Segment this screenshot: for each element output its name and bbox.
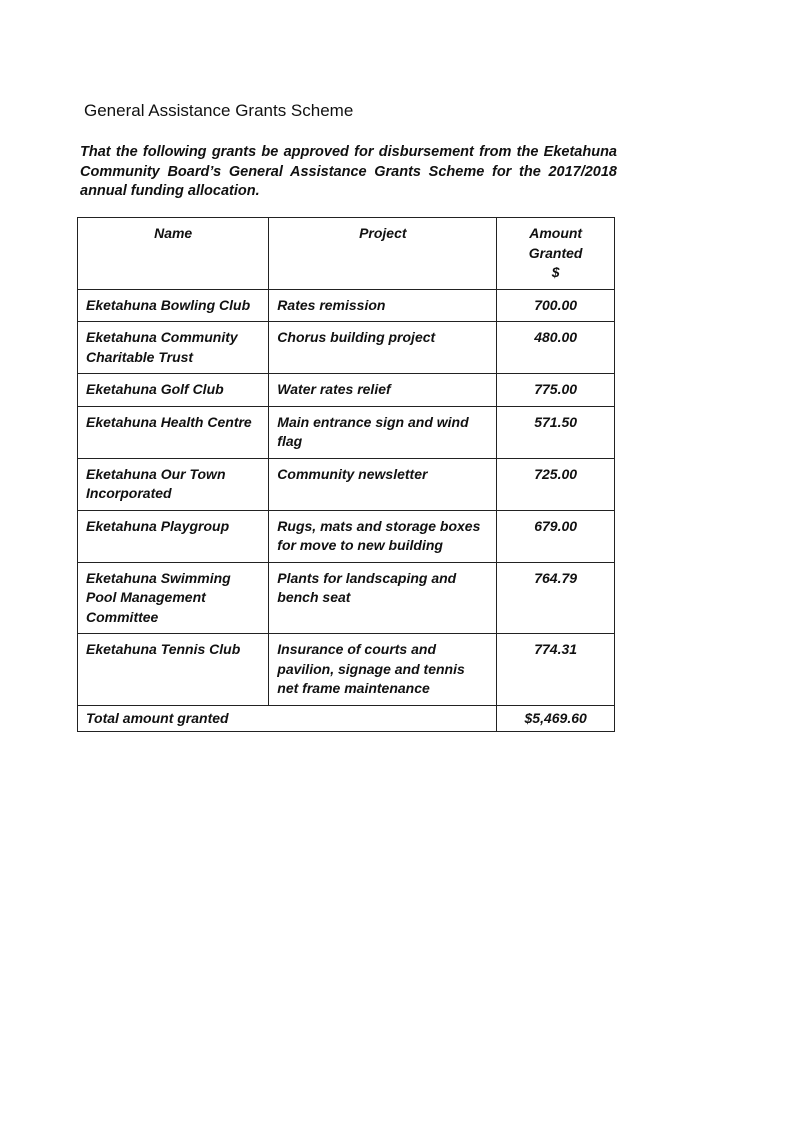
grant-name: Eketahuna Swimming Pool Management Committee — [78, 562, 269, 634]
grant-amount: 764.79 — [497, 562, 615, 634]
grant-project: Insurance of courts and pavilion, signage and tennis net frame maintenance — [269, 634, 497, 706]
amount-header-line-2: Granted — [528, 244, 583, 261]
grant-amount: 571.50 — [497, 406, 615, 458]
grant-name: Eketahuna Playgroup — [78, 510, 269, 562]
grant-amount: 700.00 — [497, 289, 615, 322]
total-label: Total amount granted — [78, 705, 497, 732]
grant-amount: 480.00 — [497, 322, 615, 374]
grants-table — [77, 217, 615, 732]
grant-amount: 775.00 — [497, 374, 615, 407]
resolution-text: That the following grants be approved for disbursement from the Eketahuna Community Board’s General Assistance Grants Scheme for the 2017/2018 annual funding allocation. — [80, 144, 617, 199]
page-title: General Assistance Grants Scheme — [84, 101, 354, 120]
table-row — [78, 289, 615, 322]
column-header-name: Name — [78, 218, 269, 290]
table-row — [78, 510, 615, 562]
grant-name: Eketahuna Community Charitable Trust — [78, 322, 269, 374]
grant-project: Community newsletter — [269, 458, 497, 510]
grant-name: Eketahuna Bowling Club — [78, 289, 269, 322]
table-row — [78, 374, 615, 407]
grant-amount: 774.31 — [497, 634, 615, 706]
grant-name: Eketahuna Health Centre — [78, 406, 269, 458]
grant-project: Rates remission — [269, 289, 497, 322]
column-header-project: Project — [269, 218, 497, 290]
amount-header-line-3: $ — [551, 264, 560, 280]
total-amount: $5,469.60 — [497, 705, 615, 732]
grant-project: Chorus building project — [269, 322, 497, 374]
table-row — [78, 458, 615, 510]
total-row — [78, 705, 615, 732]
amount-header-line-1: Amount — [529, 225, 583, 241]
grant-name: Eketahuna Our Town Incorporated — [78, 458, 269, 510]
grant-name: Eketahuna Golf Club — [78, 374, 269, 407]
grant-project: Rugs, mats and storage boxes for move to new building — [269, 510, 497, 562]
grant-project: Plants for landscaping and bench seat — [269, 562, 497, 634]
table-row — [78, 634, 615, 706]
table-row — [78, 322, 615, 374]
grant-amount: 725.00 — [497, 458, 615, 510]
table-row — [78, 562, 615, 634]
column-header-amount — [497, 218, 615, 290]
table-row — [78, 406, 615, 458]
grant-name: Eketahuna Tennis Club — [78, 634, 269, 706]
grant-amount: 679.00 — [497, 510, 615, 562]
table-header-row — [78, 218, 615, 290]
grant-project: Main entrance sign and wind flag — [269, 406, 497, 458]
grant-project: Water rates relief — [269, 374, 497, 407]
